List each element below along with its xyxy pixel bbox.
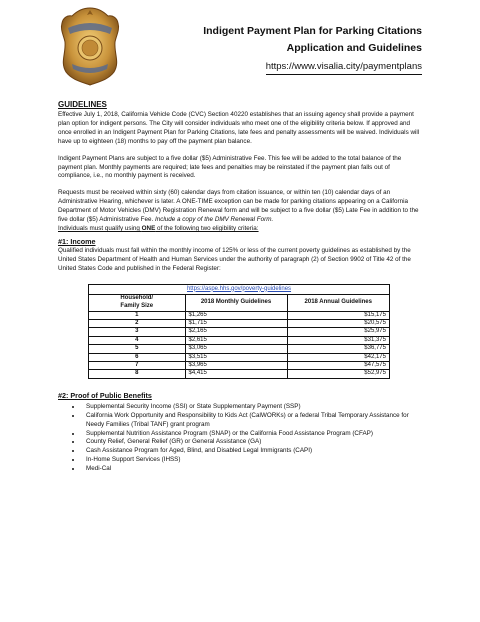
table-row bbox=[89, 353, 389, 361]
guidelines-paragraph-1: Effective July 1, 2018, California Vehicle Code (CVC) Section 40220 establishes that an issuing agency shall provide a payment plan option for indigent persons. The City will consider individuals who meet one of the eligibility criteria below. If approved and once enrolled in an Indigent Payment Plan for Parking Citations, late fees and penalty assessments will be waived. Individuals will have up to eighteen (18) months to pay off the payment plan balance. bbox=[58, 111, 420, 145]
household-size-cell: 2 bbox=[89, 320, 185, 328]
document-subtitle: Application and Guidelines bbox=[286, 42, 422, 54]
monthly-guideline-cell: $3,965 bbox=[185, 362, 287, 370]
table-row bbox=[89, 320, 389, 328]
monthly-guideline-cell: $1,715 bbox=[185, 320, 287, 328]
monthly-guideline-cell: $3,515 bbox=[185, 353, 287, 361]
benefits-heading: #2: Proof of Public Benefits bbox=[58, 390, 152, 400]
monthly-guideline-cell: $1,265 bbox=[185, 311, 287, 319]
benefit-item: • Medi-Cal bbox=[82, 465, 420, 474]
benefit-item: • Supplemental Nutrition Assistance Program (SNAP) or the California Food Assistance Program (CFAP) bbox=[82, 430, 420, 439]
household-size-cell: 3 bbox=[89, 328, 185, 336]
annual-guideline-cell: $36,775 bbox=[287, 345, 389, 353]
household-size-cell: 5 bbox=[89, 345, 185, 353]
table-row bbox=[89, 328, 389, 336]
benefit-item: • Supplemental Security Income (SSI) or State Supplementary Payment (SSP) bbox=[82, 403, 420, 412]
website-url[interactable]: https://www.visalia.city/paymentplans bbox=[266, 61, 422, 75]
table-row bbox=[89, 362, 389, 370]
benefit-item: • California Work Opportunity and Responsibility to Kids Act (CalWORKs) or a federal Tribal Temporary Assistance for Needy Families (Tribal TANF) grant program bbox=[82, 412, 420, 430]
annual-guideline-cell: $42,175 bbox=[287, 353, 389, 361]
police-badge-logo bbox=[58, 6, 122, 86]
annual-guideline-cell: $47,575 bbox=[287, 362, 389, 370]
document-body bbox=[58, 100, 420, 474]
annual-guideline-cell: $20,575 bbox=[287, 320, 389, 328]
benefit-item: • Cash Assistance Program for Aged, Blind, and Disabled Legal Immigrants (CAPI) bbox=[82, 447, 420, 456]
poverty-guidelines-link[interactable]: https://aspe.hhs.gov/poverty-guidelines bbox=[89, 285, 389, 295]
column-header-household: Household/ Family Size bbox=[89, 295, 185, 312]
column-header-monthly: 2018 Monthly Guidelines bbox=[185, 295, 287, 312]
benefit-item: • County Relief, General Relief (GR) or General Assistance (GA) bbox=[82, 438, 420, 447]
monthly-guideline-cell: $2,615 bbox=[185, 336, 287, 344]
household-size-cell: 1 bbox=[89, 311, 185, 319]
benefits-list bbox=[58, 403, 420, 474]
poverty-guidelines-table bbox=[88, 284, 390, 379]
table-row bbox=[89, 345, 389, 353]
household-size-cell: 6 bbox=[89, 353, 185, 361]
monthly-guideline-cell: $3,065 bbox=[185, 345, 287, 353]
annual-guideline-cell: $31,375 bbox=[287, 336, 389, 344]
monthly-guideline-cell: $2,165 bbox=[185, 328, 287, 336]
income-paragraph: Qualified individuals must fall within the monthly income of 125% or less of the current poverty guidelines as established by the United States Department of Health and Human Services under the authority of paragraph (2) of Section 9902 of Title 42 of the United States Code and published in the Federal Register: bbox=[58, 246, 411, 272]
annual-guideline-cell: $52,975 bbox=[287, 370, 389, 378]
document-header bbox=[162, 24, 422, 75]
table-row bbox=[89, 336, 389, 344]
guidelines-paragraph-2: Indigent Payment Plans are subject to a five dollar ($5) Administrative Fee. This fee will be added to the total balance of the payment plan. Monthly payments are required; late fees and penalties may be reinstated if the payment plan falls out of compliance, i.e., no monthly payment is received. bbox=[58, 154, 402, 180]
monthly-guideline-cell: $4,415 bbox=[185, 370, 287, 378]
column-header-annual: 2018 Annual Guidelines bbox=[287, 295, 389, 312]
guidelines-heading: GUIDELINES bbox=[58, 100, 107, 109]
income-heading: #1: Income bbox=[58, 236, 96, 246]
household-size-cell: 8 bbox=[89, 370, 185, 378]
annual-guideline-cell: $15,175 bbox=[287, 311, 389, 319]
household-size-cell: 4 bbox=[89, 336, 185, 344]
household-size-cell: 7 bbox=[89, 362, 185, 370]
eligibility-intro: Individuals must qualify using ONE of the following two eligibility criteria: bbox=[58, 224, 259, 232]
benefit-item: • In-Home Support Services (IHSS) bbox=[82, 456, 420, 465]
document-title: Indigent Payment Plan for Parking Citations bbox=[203, 25, 422, 37]
annual-guideline-cell: $25,975 bbox=[287, 328, 389, 336]
table-row bbox=[89, 370, 389, 378]
table-row bbox=[89, 311, 389, 319]
table-header-row bbox=[89, 295, 389, 312]
guidelines-paragraph-3: Requests must be received within sixty (60) calendar days from citation issuance, or within ten (10) calendar days of an Administrative Hearing, whichever is later. A ONE-TIME exception can be made for parking citations appearing on a California Department of Motor Vehicles (DMV) Registration Renewal form and will be subject to a five dollar ($5) Late Fee in addition to the five dollar ($5) Administrative Fee. Include a copy of the DMV Renewal Form. bbox=[58, 189, 419, 224]
